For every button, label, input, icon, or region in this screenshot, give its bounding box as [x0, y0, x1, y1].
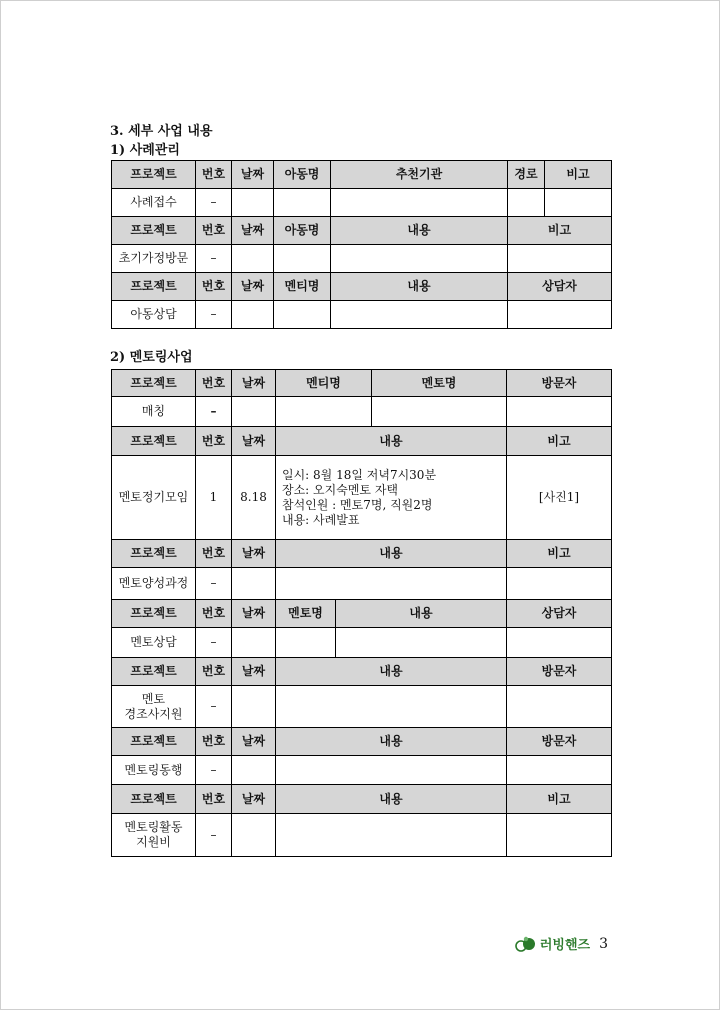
date-cell — [232, 628, 276, 658]
content-cell — [276, 686, 507, 728]
project-line: 멘토링활동 — [124, 820, 183, 834]
note-cell — [507, 568, 612, 600]
number-cell: – — [196, 301, 232, 329]
header-number: 번호 — [196, 785, 232, 814]
project-cell: 멘토양성과정 — [112, 568, 196, 600]
brand-name: 러빙핸즈 — [539, 938, 591, 953]
table-header-row — [112, 540, 612, 568]
counselor-cell — [508, 301, 612, 329]
table-header-row — [112, 217, 612, 245]
header-mentor-name: 멘토명 — [372, 370, 507, 397]
case-management-title: 1) 사례관리 — [110, 143, 180, 158]
child-name-cell — [274, 245, 331, 273]
footer — [515, 934, 608, 953]
header-number: 번호 — [196, 427, 232, 456]
header-content: 내용 — [276, 785, 507, 814]
table-row — [112, 301, 612, 329]
header-number: 번호 — [196, 161, 232, 189]
table-header-row — [112, 600, 612, 628]
header-date: 날짜 — [232, 785, 276, 814]
loving-hands-logo-icon — [515, 935, 537, 953]
number-cell: – — [196, 628, 232, 658]
header-number: 번호 — [196, 273, 232, 301]
project-cell: 멘토링동행 — [112, 756, 196, 785]
header-visitor: 방문자 — [507, 370, 612, 397]
header-date: 날짜 — [232, 273, 274, 301]
header-date: 날짜 — [232, 600, 276, 628]
header-mentor-name: 멘토명 — [276, 600, 336, 628]
project-cell: 아동상담 — [112, 301, 196, 329]
header-note: 비고 — [507, 785, 612, 814]
header-content: 내용 — [336, 600, 507, 628]
visitor-cell — [507, 686, 612, 728]
visitor-cell — [507, 756, 612, 785]
number-cell: – — [196, 397, 232, 427]
project-cell: 초기가정방문 — [112, 245, 196, 273]
header-visitor: 방문자 — [507, 658, 612, 686]
child-name-cell — [274, 189, 331, 217]
table-header-row — [112, 728, 612, 756]
header-date: 날짜 — [232, 540, 276, 568]
note-cell — [508, 245, 612, 273]
content-line: 일시: 8월 18일 저녁7시30분 — [282, 467, 437, 482]
header-number: 번호 — [196, 728, 232, 756]
header-project: 프로젝트 — [112, 600, 196, 628]
header-date: 날짜 — [232, 427, 276, 456]
header-date: 날짜 — [232, 658, 276, 686]
note-cell — [507, 814, 612, 857]
project-cell — [112, 814, 196, 857]
number-cell: – — [196, 686, 232, 728]
table-row — [112, 397, 612, 427]
header-project: 프로젝트 — [112, 658, 196, 686]
header-referral: 추천기관 — [331, 161, 508, 189]
mentee-name-cell — [276, 397, 372, 427]
table-header-row — [112, 273, 612, 301]
table-row — [112, 245, 612, 273]
header-project: 프로젝트 — [112, 370, 196, 397]
header-content: 내용 — [276, 427, 507, 456]
table-header-row — [112, 427, 612, 456]
header-number: 번호 — [196, 658, 232, 686]
header-note: 비고 — [507, 540, 612, 568]
content-cell — [336, 628, 507, 658]
header-number: 번호 — [196, 600, 232, 628]
header-project: 프로젝트 — [112, 161, 196, 189]
header-date: 날짜 — [232, 161, 274, 189]
project-cell: 멘토상담 — [112, 628, 196, 658]
project-line: 지원비 — [136, 835, 171, 849]
date-cell — [232, 301, 274, 329]
content-line: 장소: 오지숙멘토 자택 — [282, 482, 399, 497]
content-cell — [276, 756, 507, 785]
header-note: 비고 — [508, 217, 612, 245]
header-content: 내용 — [276, 658, 507, 686]
header-project: 프로젝트 — [112, 273, 196, 301]
header-project: 프로젝트 — [112, 728, 196, 756]
header-number: 번호 — [196, 370, 232, 397]
project-cell: 매칭 — [112, 397, 196, 427]
date-cell — [232, 189, 274, 217]
header-project: 프로젝트 — [112, 785, 196, 814]
number-cell: – — [196, 568, 232, 600]
content-cell — [276, 568, 507, 600]
date-cell — [232, 568, 276, 600]
header-content: 내용 — [331, 273, 508, 301]
mentor-name-cell — [276, 628, 336, 658]
header-date: 날짜 — [232, 370, 276, 397]
header-content: 내용 — [276, 728, 507, 756]
table-row — [112, 686, 612, 728]
mentor-name-cell — [372, 397, 507, 427]
header-child-name: 아동명 — [274, 217, 331, 245]
content-cell — [331, 301, 508, 329]
date-cell — [232, 756, 276, 785]
header-counselor: 상담자 — [507, 600, 612, 628]
number-cell: 1 — [196, 456, 232, 540]
note-cell: [사진1] — [507, 456, 612, 540]
header-number: 번호 — [196, 217, 232, 245]
table-row — [112, 568, 612, 600]
table-header-row — [112, 658, 612, 686]
project-line: 멘토 — [141, 691, 166, 706]
visitor-cell — [507, 397, 612, 427]
content-cell — [331, 245, 508, 273]
mentoring-table — [111, 369, 612, 857]
note-cell — [545, 189, 612, 217]
header-mentee-name: 멘티명 — [274, 273, 331, 301]
date-cell — [232, 397, 276, 427]
table-row — [112, 456, 612, 540]
project-cell: 사례접수 — [112, 189, 196, 217]
date-cell: 8.18 — [232, 456, 276, 540]
number-cell: – — [196, 814, 232, 857]
header-number: 번호 — [196, 540, 232, 568]
counselor-cell — [507, 628, 612, 658]
route-cell — [508, 189, 545, 217]
table-header-row — [112, 785, 612, 814]
table-row — [112, 189, 612, 217]
header-route: 경로 — [508, 161, 545, 189]
header-content: 내용 — [331, 217, 508, 245]
content-cell — [276, 456, 507, 540]
table-header-row — [112, 161, 612, 189]
table-header-row — [112, 370, 612, 397]
header-project: 프로젝트 — [112, 540, 196, 568]
page-number: 3 — [599, 935, 608, 952]
header-note: 비고 — [545, 161, 612, 189]
content-line: 참석인원 : 멘토7명, 직원2명 — [282, 497, 433, 512]
header-counselor: 상담자 — [508, 273, 612, 301]
project-cell: 멘토정기모임 — [112, 456, 196, 540]
content-cell — [276, 814, 507, 857]
table-row — [112, 756, 612, 785]
number-cell: – — [196, 189, 232, 217]
header-visitor: 방문자 — [507, 728, 612, 756]
date-cell — [232, 245, 274, 273]
section-title: 3. 세부 사업 내용 — [110, 124, 213, 139]
number-cell: – — [196, 756, 232, 785]
header-date: 날짜 — [232, 728, 276, 756]
header-mentee-name: 멘티명 — [276, 370, 372, 397]
table-row — [112, 628, 612, 658]
header-date: 날짜 — [232, 217, 274, 245]
date-cell — [232, 686, 276, 728]
table-row — [112, 814, 612, 857]
header-project: 프로젝트 — [112, 427, 196, 456]
mentee-name-cell — [274, 301, 331, 329]
mentoring-title: 2) 멘토링사업 — [110, 350, 193, 365]
number-cell: – — [196, 245, 232, 273]
content-line: 내용: 사례발표 — [282, 512, 360, 527]
date-cell — [232, 814, 276, 857]
project-cell — [112, 686, 196, 728]
header-project: 프로젝트 — [112, 217, 196, 245]
referral-cell — [331, 189, 508, 217]
case-management-table — [111, 160, 612, 329]
header-content: 내용 — [276, 540, 507, 568]
header-child-name: 아동명 — [274, 161, 331, 189]
header-note: 비고 — [507, 427, 612, 456]
project-line: 경조사지원 — [124, 706, 183, 721]
